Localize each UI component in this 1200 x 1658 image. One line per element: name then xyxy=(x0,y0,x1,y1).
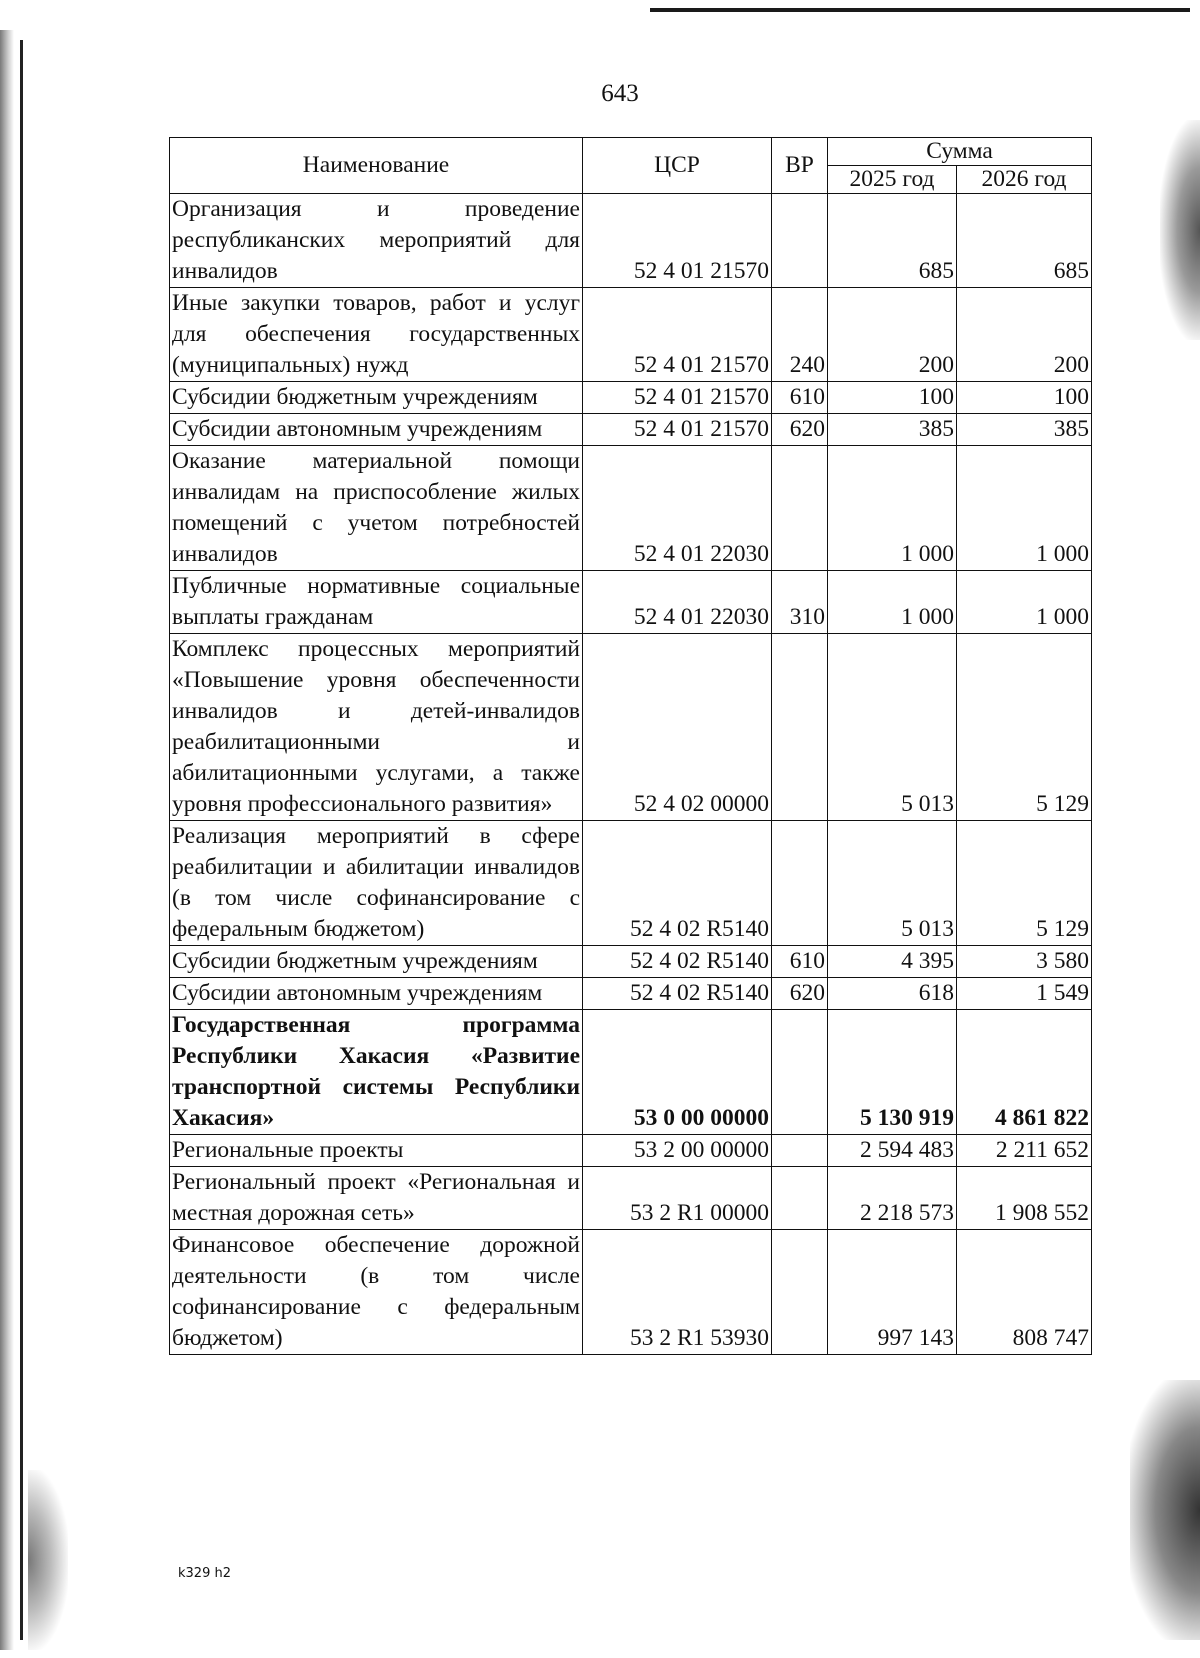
cell-vr xyxy=(772,194,828,288)
cell-vr xyxy=(772,634,828,821)
cell-sum-2026: 2 211 652 xyxy=(957,1135,1092,1167)
cell-sum-2026: 5 129 xyxy=(957,634,1092,821)
cell-csr: 52 4 02 R5140 xyxy=(583,821,772,946)
cell-sum-2026: 3 580 xyxy=(957,946,1092,978)
cell-vr: 620 xyxy=(772,978,828,1010)
header-csr: ЦСР xyxy=(583,138,772,194)
table-row xyxy=(170,821,1092,946)
cell-sum-2026: 4 861 822 xyxy=(957,1010,1092,1135)
cell-vr xyxy=(772,821,828,946)
header-year-2025: 2025 год xyxy=(828,166,957,194)
cell-sum-2026: 385 xyxy=(957,414,1092,446)
cell-name: Оказание материальной помощи инвалидам на приспособление жилых помещений с учетом потребностей инвалидов xyxy=(170,446,583,571)
cell-name: Иные закупки товаров, работ и услуг для обеспечения государственных (муниципальных) нужд xyxy=(170,288,583,382)
cell-csr: 52 4 02 00000 xyxy=(583,634,772,821)
cell-sum-2025: 5 013 xyxy=(828,821,957,946)
header-vr: ВР xyxy=(772,138,828,194)
cell-vr: 240 xyxy=(772,288,828,382)
header-year-2026: 2026 год xyxy=(957,166,1092,194)
cell-sum-2026: 200 xyxy=(957,288,1092,382)
cell-sum-2025: 2 594 483 xyxy=(828,1135,957,1167)
cell-name: Публичные нормативные социальные выплаты гражданам xyxy=(170,571,583,634)
table-row xyxy=(170,194,1092,288)
cell-name: Государственная программа Республики Хакасия «Развитие транспортной системы Республики Хакасия» xyxy=(170,1010,583,1135)
cell-sum-2025: 5 130 919 xyxy=(828,1010,957,1135)
table-row xyxy=(170,288,1092,382)
table-row xyxy=(170,1010,1092,1135)
scan-edge-line-left xyxy=(20,40,23,1640)
cell-vr xyxy=(772,1230,828,1355)
cell-name: Региональные проекты xyxy=(170,1135,583,1167)
cell-csr: 52 4 01 21570 xyxy=(583,414,772,446)
cell-sum-2025: 1 000 xyxy=(828,446,957,571)
cell-name: Организация и проведение республиканских мероприятий для инвалидов xyxy=(170,194,583,288)
cell-csr: 53 2 00 00000 xyxy=(583,1135,772,1167)
cell-csr: 52 4 01 21570 xyxy=(583,194,772,288)
cell-vr: 610 xyxy=(772,382,828,414)
cell-name: Субсидии автономным учреждениям xyxy=(170,978,583,1010)
cell-sum-2026: 685 xyxy=(957,194,1092,288)
cell-vr xyxy=(772,1010,828,1135)
cell-csr: 53 0 00 00000 xyxy=(583,1010,772,1135)
table-row xyxy=(170,414,1092,446)
cell-name: Региональный проект «Региональная и местная дорожная сеть» xyxy=(170,1167,583,1230)
table-row xyxy=(170,446,1092,571)
cell-sum-2025: 200 xyxy=(828,288,957,382)
header-name: Наименование xyxy=(170,138,583,194)
scan-edge-line-top xyxy=(650,8,1190,12)
scan-shadow-left-bottom xyxy=(28,1470,68,1650)
cell-sum-2026: 808 747 xyxy=(957,1230,1092,1355)
cell-vr xyxy=(772,1135,828,1167)
cell-vr xyxy=(772,1167,828,1230)
header-sum: Сумма xyxy=(828,138,1092,166)
cell-csr: 52 4 01 21570 xyxy=(583,288,772,382)
cell-name: Субсидии автономным учреждениям xyxy=(170,414,583,446)
table-row xyxy=(170,946,1092,978)
scan-shadow-right-top xyxy=(1160,120,1200,340)
table-row xyxy=(170,634,1092,821)
cell-name: Реализация мероприятий в сфере реабилитации и абилитации инвалидов (в том числе софинансирование с федеральным бюджетом) xyxy=(170,821,583,946)
cell-name: Субсидии бюджетным учреждениям xyxy=(170,382,583,414)
cell-sum-2025: 385 xyxy=(828,414,957,446)
cell-sum-2026: 1 908 552 xyxy=(957,1167,1092,1230)
cell-csr: 52 4 01 21570 xyxy=(583,382,772,414)
cell-sum-2025: 2 218 573 xyxy=(828,1167,957,1230)
cell-sum-2025: 4 395 xyxy=(828,946,957,978)
table-header xyxy=(170,138,1092,194)
table-row xyxy=(170,1230,1092,1355)
table-row xyxy=(170,1167,1092,1230)
scan-shadow-left xyxy=(0,30,14,1650)
cell-csr: 52 4 01 22030 xyxy=(583,571,772,634)
cell-sum-2025: 1 000 xyxy=(828,571,957,634)
table-row xyxy=(170,978,1092,1010)
cell-sum-2026: 1 000 xyxy=(957,446,1092,571)
budget-table xyxy=(169,137,1092,1355)
cell-sum-2025: 997 143 xyxy=(828,1230,957,1355)
cell-name: Комплекс процессных мероприятий «Повышение уровня обеспеченности инвалидов и детей-инвалидов реабилитационными и абилитационными услугами, а также уровня профессионального развития» xyxy=(170,634,583,821)
cell-sum-2025: 5 013 xyxy=(828,634,957,821)
cell-name: Субсидии бюджетным учреждениям xyxy=(170,946,583,978)
cell-csr: 52 4 02 R5140 xyxy=(583,978,772,1010)
table-row xyxy=(170,382,1092,414)
scan-shadow-right-bottom xyxy=(1130,1380,1200,1640)
footer-code: k329 h2 xyxy=(178,1566,231,1581)
cell-sum-2026: 1 000 xyxy=(957,571,1092,634)
cell-csr: 52 4 02 R5140 xyxy=(583,946,772,978)
cell-sum-2026: 5 129 xyxy=(957,821,1092,946)
cell-name: Финансовое обеспечение дорожной деятельности (в том числе софинансирование с федеральным бюджетом) xyxy=(170,1230,583,1355)
cell-sum-2025: 618 xyxy=(828,978,957,1010)
cell-csr: 52 4 01 22030 xyxy=(583,446,772,571)
cell-vr: 610 xyxy=(772,946,828,978)
cell-csr: 53 2 R1 53930 xyxy=(583,1230,772,1355)
cell-sum-2026: 1 549 xyxy=(957,978,1092,1010)
table-body xyxy=(170,194,1092,1355)
cell-vr: 310 xyxy=(772,571,828,634)
cell-csr: 53 2 R1 00000 xyxy=(583,1167,772,1230)
cell-sum-2025: 685 xyxy=(828,194,957,288)
page-number: 643 xyxy=(601,80,639,107)
cell-sum-2026: 100 xyxy=(957,382,1092,414)
cell-vr xyxy=(772,446,828,571)
cell-sum-2025: 100 xyxy=(828,382,957,414)
table-row xyxy=(170,571,1092,634)
table-row xyxy=(170,1135,1092,1167)
cell-vr: 620 xyxy=(772,414,828,446)
